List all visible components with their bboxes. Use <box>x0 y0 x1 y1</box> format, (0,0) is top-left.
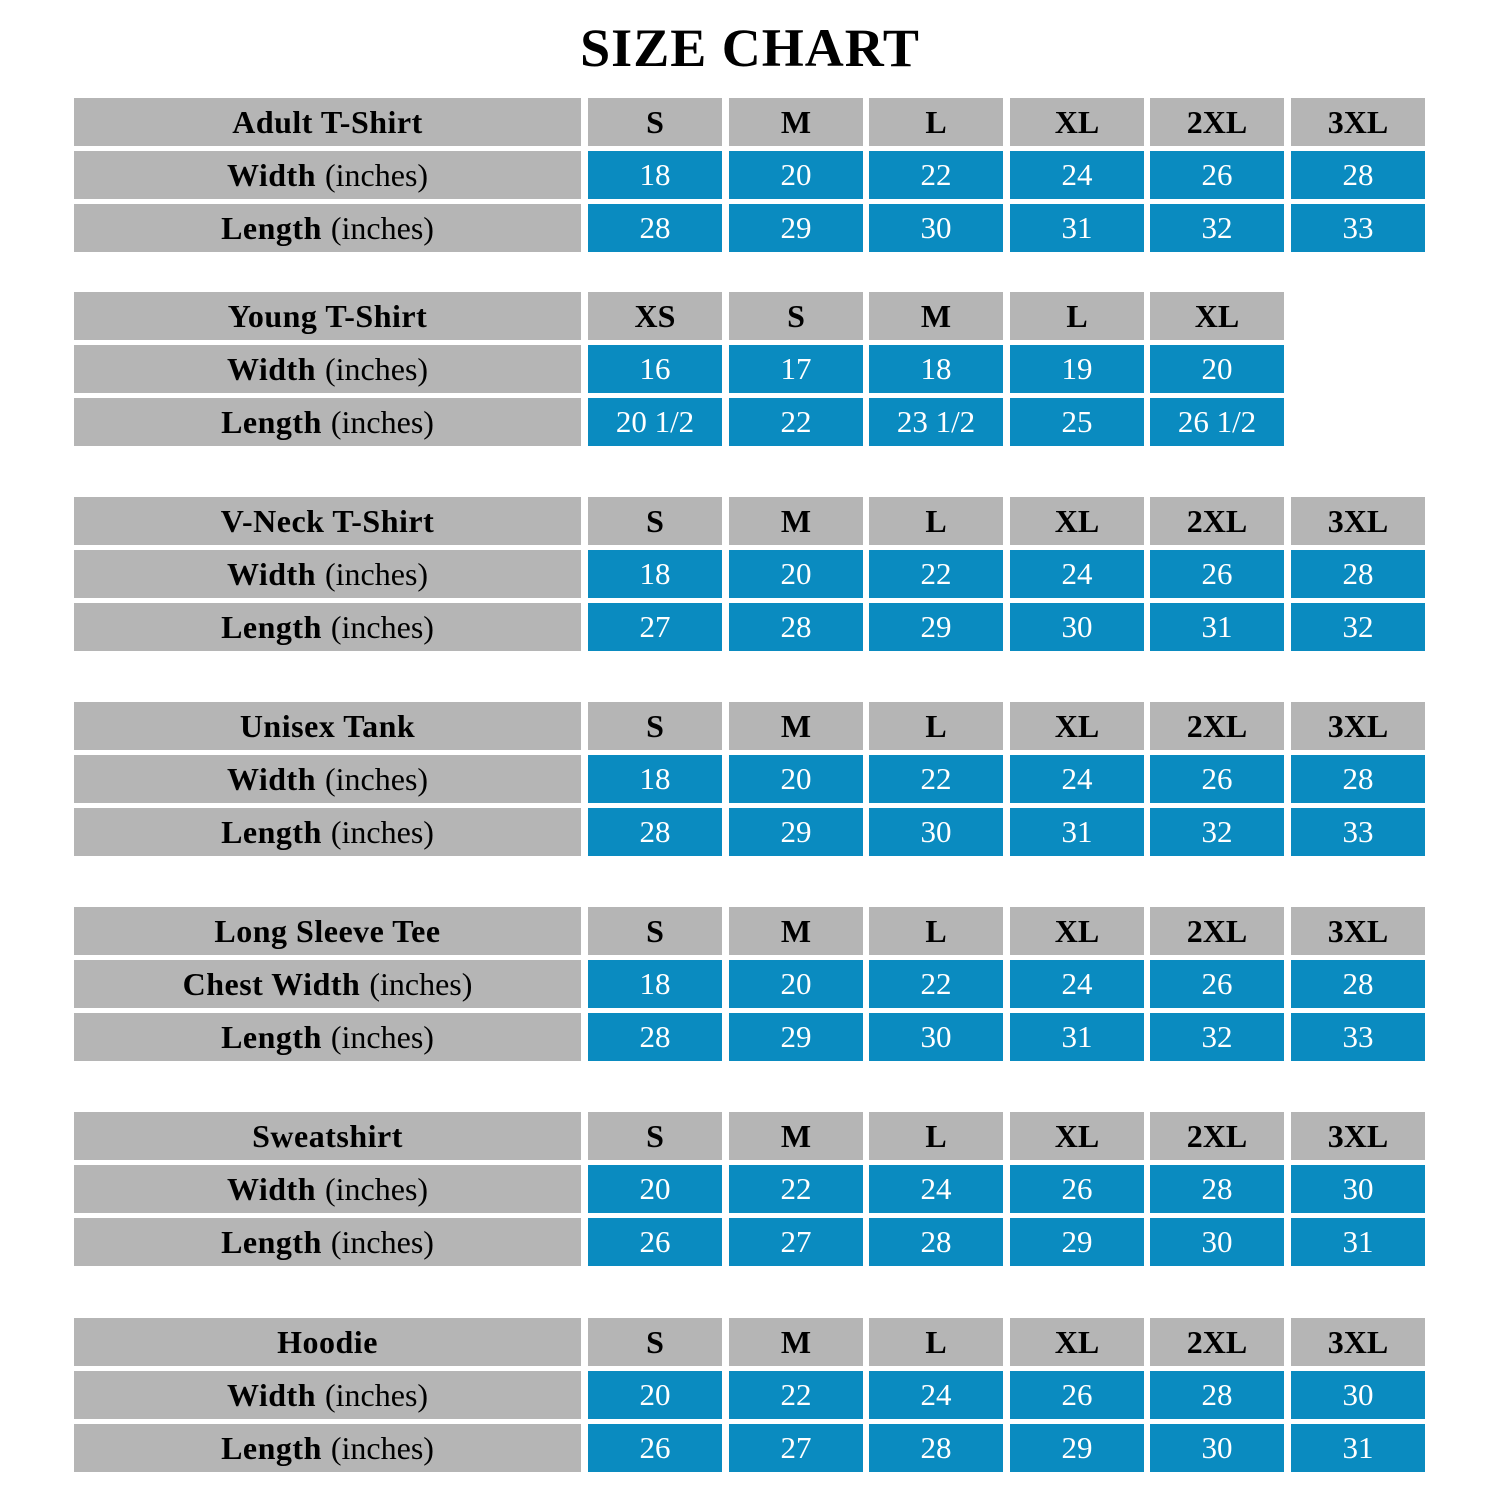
measurement-value: 31 <box>1291 1424 1425 1472</box>
measurement-unit: (inches) <box>325 156 429 193</box>
size-header: S <box>588 98 722 146</box>
size-header: XS <box>588 292 722 340</box>
measurement-label <box>74 808 581 856</box>
measurement-value: 30 <box>1291 1165 1425 1213</box>
measurement-value: 28 <box>588 1013 722 1061</box>
size-header: S <box>588 702 722 750</box>
size-header: L <box>869 702 1003 750</box>
measurement-value: 24 <box>869 1165 1003 1213</box>
measurement-value: 26 <box>1010 1371 1144 1419</box>
measurement-value: 30 <box>1291 1371 1425 1419</box>
measurement-value: 20 <box>588 1165 722 1213</box>
measurement-value: 18 <box>588 960 722 1008</box>
size-header: 3XL <box>1291 98 1425 146</box>
measurement-value: 27 <box>588 603 722 651</box>
measurement-value: 31 <box>1150 603 1284 651</box>
measurement-label <box>74 1424 581 1472</box>
measurement-value: 23 1/2 <box>869 398 1003 446</box>
size-header: L <box>869 1112 1003 1160</box>
measurement-unit: (inches) <box>330 813 434 850</box>
product-name: Young T-Shirt <box>227 297 428 334</box>
measurement-label <box>74 550 581 598</box>
measurement-value: 30 <box>869 204 1003 252</box>
size-header: 2XL <box>1150 1318 1284 1366</box>
measurement-value: 20 <box>729 960 863 1008</box>
measurement-value: 18 <box>588 151 722 199</box>
measurement-value: 31 <box>1010 1013 1144 1061</box>
measurement-name: Length <box>221 1429 322 1466</box>
measurement-label <box>74 345 581 393</box>
size-header: 3XL <box>1291 702 1425 750</box>
size-header: S <box>588 907 722 955</box>
measurement-value: 28 <box>1291 755 1425 803</box>
measurement-value: 27 <box>729 1218 863 1266</box>
size-header: XL <box>1010 907 1144 955</box>
product-label <box>74 907 581 955</box>
measurement-value: 29 <box>869 603 1003 651</box>
measurement-name: Length <box>221 403 322 440</box>
size-header: S <box>588 1318 722 1366</box>
measurement-value: 26 <box>1150 960 1284 1008</box>
measurement-name: Width <box>226 1376 316 1413</box>
size-header: M <box>729 98 863 146</box>
measurement-label <box>74 151 581 199</box>
measurement-value: 17 <box>729 345 863 393</box>
measurement-value: 22 <box>869 755 1003 803</box>
size-header: 2XL <box>1150 98 1284 146</box>
measurement-value: 30 <box>1010 603 1144 651</box>
size-header: XL <box>1010 1112 1144 1160</box>
size-header: M <box>729 1112 863 1160</box>
measurement-value: 30 <box>869 808 1003 856</box>
measurement-value: 30 <box>869 1013 1003 1061</box>
measurement-value: 29 <box>729 1013 863 1061</box>
measurement-unit: (inches) <box>330 1018 434 1055</box>
measurement-value: 22 <box>729 398 863 446</box>
size-header: 2XL <box>1150 497 1284 545</box>
measurement-value: 24 <box>1010 550 1144 598</box>
measurement-value: 26 <box>1150 151 1284 199</box>
measurement-value: 28 <box>869 1424 1003 1472</box>
measurement-unit: (inches) <box>330 608 434 645</box>
measurement-value: 19 <box>1010 345 1144 393</box>
measurement-value: 27 <box>729 1424 863 1472</box>
measurement-value: 32 <box>1150 808 1284 856</box>
measurement-label <box>74 1013 581 1061</box>
size-header: XL <box>1010 1318 1144 1366</box>
measurement-value: 20 <box>729 151 863 199</box>
measurement-value: 32 <box>1291 603 1425 651</box>
measurement-name: Width <box>226 1170 316 1207</box>
measurement-value: 32 <box>1150 204 1284 252</box>
size-header: M <box>729 497 863 545</box>
measurement-value: 28 <box>1150 1371 1284 1419</box>
measurement-unit: (inches) <box>330 1429 434 1466</box>
size-header: L <box>1010 292 1144 340</box>
size-header: XL <box>1010 702 1144 750</box>
measurement-value: 22 <box>869 151 1003 199</box>
measurement-name: Length <box>221 813 322 850</box>
measurement-value: 18 <box>869 345 1003 393</box>
measurement-value: 22 <box>869 960 1003 1008</box>
measurement-value: 29 <box>729 808 863 856</box>
measurement-value: 28 <box>869 1218 1003 1266</box>
measurement-value: 22 <box>869 550 1003 598</box>
size-header: 3XL <box>1291 497 1425 545</box>
measurement-name: Chest Width <box>182 965 361 1002</box>
measurement-value: 22 <box>729 1165 863 1213</box>
measurement-name: Width <box>226 760 316 797</box>
measurement-value: 24 <box>1010 960 1144 1008</box>
measurement-value: 24 <box>1010 755 1144 803</box>
measurement-value: 28 <box>1291 550 1425 598</box>
measurement-value: 20 1/2 <box>588 398 722 446</box>
measurement-name: Length <box>221 1018 322 1055</box>
measurement-value: 22 <box>729 1371 863 1419</box>
measurement-label <box>74 398 581 446</box>
measurement-value: 32 <box>1150 1013 1284 1061</box>
size-header: M <box>729 907 863 955</box>
measurement-name: Length <box>221 1223 322 1260</box>
size-header: M <box>729 702 863 750</box>
product-name: Long Sleeve Tee <box>214 912 441 949</box>
measurement-value: 26 <box>1010 1165 1144 1213</box>
product-name: Unisex Tank <box>239 707 416 744</box>
measurement-value: 16 <box>588 345 722 393</box>
measurement-value: 33 <box>1291 1013 1425 1061</box>
size-header: 3XL <box>1291 907 1425 955</box>
measurement-unit: (inches) <box>325 1376 429 1413</box>
measurement-value: 28 <box>1291 151 1425 199</box>
size-header: L <box>869 907 1003 955</box>
measurement-unit: (inches) <box>325 350 429 387</box>
size-header: 3XL <box>1291 1318 1425 1366</box>
size-header: 2XL <box>1150 907 1284 955</box>
measurement-value: 28 <box>1150 1165 1284 1213</box>
measurement-unit: (inches) <box>330 1223 434 1260</box>
measurement-unit: (inches) <box>325 1170 429 1207</box>
measurement-value: 18 <box>588 550 722 598</box>
measurement-label <box>74 960 581 1008</box>
measurement-label <box>74 755 581 803</box>
measurement-value: 20 <box>588 1371 722 1419</box>
measurement-value: 31 <box>1291 1218 1425 1266</box>
measurement-label <box>74 204 581 252</box>
measurement-name: Width <box>226 350 316 387</box>
product-name: Sweatshirt <box>252 1117 403 1154</box>
size-header: XL <box>1010 98 1144 146</box>
product-label <box>74 1318 581 1366</box>
measurement-value: 30 <box>1150 1218 1284 1266</box>
size-header: S <box>729 292 863 340</box>
measurement-value: 29 <box>729 204 863 252</box>
measurement-value: 25 <box>1010 398 1144 446</box>
measurement-value: 28 <box>588 808 722 856</box>
measurement-value: 26 <box>588 1424 722 1472</box>
measurement-name: Length <box>221 209 322 246</box>
size-header: 2XL <box>1150 1112 1284 1160</box>
measurement-name: Width <box>226 555 316 592</box>
size-header: M <box>869 292 1003 340</box>
size-header: L <box>869 497 1003 545</box>
measurement-value: 30 <box>1150 1424 1284 1472</box>
measurement-value: 26 <box>588 1218 722 1266</box>
product-label <box>74 702 581 750</box>
measurement-value: 31 <box>1010 204 1144 252</box>
measurement-value: 24 <box>869 1371 1003 1419</box>
measurement-value: 20 <box>729 550 863 598</box>
measurement-value: 29 <box>1010 1424 1144 1472</box>
product-label <box>74 292 581 340</box>
size-header: M <box>729 1318 863 1366</box>
size-header: L <box>869 1318 1003 1366</box>
measurement-value: 26 <box>1150 755 1284 803</box>
product-name: Hoodie <box>277 1323 378 1360</box>
measurement-value: 20 <box>1150 345 1284 393</box>
size-header: XL <box>1010 497 1144 545</box>
measurement-value: 24 <box>1010 151 1144 199</box>
measurement-value: 28 <box>588 204 722 252</box>
measurement-label <box>74 1218 581 1266</box>
size-header: XL <box>1150 292 1284 340</box>
product-label <box>74 497 581 545</box>
measurement-unit: (inches) <box>330 403 434 440</box>
size-header: L <box>869 98 1003 146</box>
size-header: 2XL <box>1150 702 1284 750</box>
product-name: V-Neck T-Shirt <box>220 502 435 539</box>
measurement-name: Length <box>221 608 322 645</box>
product-name: Adult T-Shirt <box>232 103 423 140</box>
measurement-unit: (inches) <box>369 965 473 1002</box>
measurement-value: 31 <box>1010 808 1144 856</box>
measurement-label <box>74 603 581 651</box>
measurement-value: 28 <box>1291 960 1425 1008</box>
size-header: S <box>588 1112 722 1160</box>
page-title: SIZE CHART <box>580 18 920 78</box>
measurement-value: 26 <box>1150 550 1284 598</box>
measurement-value: 28 <box>729 603 863 651</box>
measurement-label <box>74 1165 581 1213</box>
measurement-unit: (inches) <box>325 760 429 797</box>
product-label <box>74 1112 581 1160</box>
measurement-value: 20 <box>729 755 863 803</box>
measurement-value: 26 1/2 <box>1150 398 1284 446</box>
size-header: 3XL <box>1291 1112 1425 1160</box>
measurement-value: 29 <box>1010 1218 1144 1266</box>
measurement-unit: (inches) <box>325 555 429 592</box>
measurement-name: Width <box>226 156 316 193</box>
measurement-value: 33 <box>1291 204 1425 252</box>
measurement-label <box>74 1371 581 1419</box>
measurement-value: 18 <box>588 755 722 803</box>
size-header: S <box>588 497 722 545</box>
measurement-value: 33 <box>1291 808 1425 856</box>
product-label <box>74 98 581 146</box>
measurement-unit: (inches) <box>330 209 434 246</box>
